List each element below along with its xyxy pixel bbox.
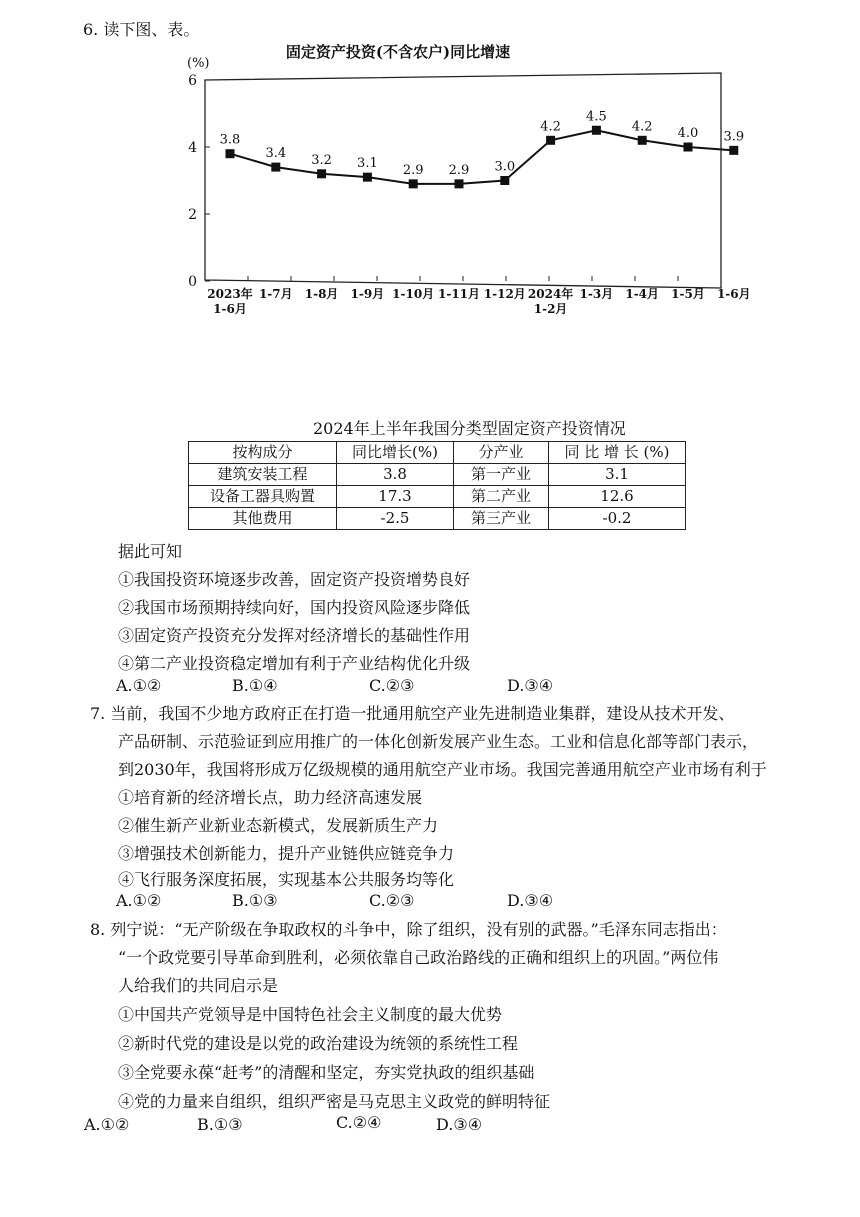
header-cell: 按构成分 (189, 442, 337, 464)
data-point (317, 169, 326, 178)
table-cell: 第三产业 (454, 508, 549, 530)
table-cell: 其他费用 (189, 508, 337, 530)
x-tick-label: 1-2月 (533, 302, 568, 316)
q8-option-c[interactable]: C.②④ (336, 1113, 382, 1132)
data-label: 4.2 (631, 119, 653, 135)
data-label: 4.0 (677, 126, 699, 141)
data-label: 3.0 (494, 159, 516, 175)
data-point (684, 143, 693, 152)
header-cell: 同比增长(%) (337, 442, 454, 464)
x-tick-label: 2024年 (527, 287, 574, 301)
x-tick-label: 1-6月 (716, 287, 751, 301)
data-point (409, 179, 418, 188)
table-row (189, 464, 686, 486)
data-label: 3.2 (311, 152, 332, 168)
table-cell: 17.3 (337, 486, 454, 508)
series-markers (226, 126, 739, 189)
data-label: 3.1 (357, 156, 378, 172)
q7-item: ②催生新产业新业态新模式，发展新质生产力 (118, 816, 439, 835)
x-tick-label: 1-8月 (304, 287, 339, 301)
y-axis-unit: (%) (187, 56, 210, 71)
series-line (230, 130, 734, 184)
y-tick-labels (188, 73, 197, 290)
table-row (189, 486, 686, 508)
data-point (592, 126, 601, 135)
q7-stem-line: 产品研制、示范验证到应用推广的一体化创新发展产业生态。工业和信息化部等部门表示， (118, 732, 759, 751)
q7-item: ④飞行服务深度拓展，实现基本公共服务均等化 (118, 870, 455, 889)
data-point (226, 149, 235, 158)
table-row (189, 508, 686, 530)
x-tick-label: 1-4月 (625, 287, 660, 301)
q6-option-b[interactable]: B.①④ (232, 676, 278, 695)
header-cell: 分产业 (454, 442, 549, 464)
q6-lead: 据此可知 (118, 542, 183, 561)
q6-option-c[interactable]: C.②③ (369, 676, 415, 695)
table-cell: -0.2 (549, 508, 686, 530)
y-tick-label: 2 (188, 207, 197, 223)
q8-stem-line: 8. 列宁说：“无产阶级在争取政权的斗争中，除了组织，没有别的武器。”毛泽东同志指出： (90, 920, 727, 939)
q8-option-a[interactable]: A.①② (84, 1115, 130, 1134)
q6-intro: 6. 读下图、表。 (83, 20, 200, 39)
investment-table (188, 441, 686, 530)
q6-option-a[interactable]: A.①② (116, 676, 162, 695)
data-point (729, 146, 738, 155)
data-point (455, 179, 464, 188)
table-title: 2024年上半年我国分类型固定资产投资情况 (313, 419, 626, 438)
y-tick-label: 0 (188, 274, 197, 290)
x-tick-label: 1-6月 (213, 302, 247, 316)
data-label: 4.2 (540, 119, 561, 135)
axis-ticks (205, 80, 678, 281)
q7-item: ①培育新的经济增长点，助力经济高速发展 (118, 788, 423, 807)
table-cell: 12.6 (549, 486, 686, 508)
data-point (271, 163, 280, 172)
x-tick-label: 1-9月 (350, 287, 385, 301)
q8-option-b[interactable]: B.①③ (197, 1115, 243, 1134)
data-label: 3.9 (723, 129, 745, 145)
data-label: 3.4 (265, 146, 287, 162)
q7-stem-line: 7. 当前，我国不少地方政府正在打造一批通用航空产业先进制造业集群，建设从技术开发、 (90, 704, 735, 723)
q8-stem-line: 人给我们的共同启示是 (118, 976, 279, 995)
q8-item: ③全党要永葆“赶考”的清醒和坚定，夯实党执政的组织基础 (118, 1063, 535, 1082)
x-tick-label: 1-5月 (671, 287, 705, 301)
chart-title: 固定资产投资(不含农户)同比增速 (285, 43, 511, 61)
data-label: 2.9 (402, 162, 424, 178)
table-cell: 设备工器具购置 (189, 486, 337, 508)
table-cell: 第二产业 (454, 486, 549, 508)
header-cell: 同 比 增 长 (%) (549, 442, 686, 464)
table-cell: 第一产业 (454, 464, 549, 486)
x-tick-label: 1-12月 (483, 287, 526, 301)
x-tick-label: 2023年 (207, 287, 253, 301)
q8-item: ①中国共产党领导是中国特色社会主义制度的最大优势 (118, 1005, 503, 1024)
x-tick-label: 1-11月 (437, 287, 481, 301)
q6-item: ①我国投资环境逐步改善，固定资产投资增势良好 (118, 570, 471, 589)
table-header-row (189, 442, 686, 464)
data-point (546, 136, 555, 145)
q6-option-d[interactable]: D.③④ (507, 676, 554, 695)
q8-stem-line: “一个政党要引导革命到胜利，必须依靠自己政治路线的正确和组织上的巩固。”两位伟 (118, 948, 719, 967)
data-point (500, 176, 509, 185)
data-point (363, 173, 372, 182)
y-tick-label: 6 (188, 73, 197, 89)
table-cell: 3.1 (549, 464, 686, 486)
investment-growth-chart (183, 40, 751, 322)
x-tick-label: 1-3月 (579, 287, 614, 301)
q7-option-b[interactable]: B.①③ (232, 891, 278, 910)
data-label: 4.5 (586, 109, 607, 125)
q8-option-d[interactable]: D.③④ (436, 1115, 483, 1134)
table-cell: 3.8 (337, 464, 454, 486)
q8-item: ②新时代党的建设是以党的政治建设为统领的系统性工程 (118, 1034, 519, 1053)
q7-item: ③增强技术创新能力，提升产业链供应链竞争力 (118, 844, 455, 863)
x-tick-labels (207, 286, 750, 316)
q7-option-d[interactable]: D.③④ (507, 891, 554, 910)
q8-item: ④党的力量来自组织，组织严密是马克思主义政党的鲜明特征 (118, 1092, 551, 1111)
q6-item: ②我国市场预期持续向好，国内投资风险逐步降低 (118, 598, 471, 617)
table-cell: 建筑安装工程 (189, 464, 337, 486)
q6-item: ④第二产业投资稳定增加有利于产业结构优化升级 (118, 654, 471, 673)
data-point (638, 136, 647, 145)
q7-option-c[interactable]: C.②③ (369, 891, 415, 910)
x-tick-label: 1-7月 (258, 287, 293, 301)
q7-stem-line: 到2030年，我国将形成万亿级规模的通用航空产业市场。我国完善通用航空产业市场有利于 (118, 760, 767, 779)
table-cell: -2.5 (337, 508, 454, 530)
q7-option-a[interactable]: A.①② (116, 891, 162, 910)
x-tick-label: 1-10月 (392, 287, 435, 301)
data-label: 2.9 (448, 162, 470, 178)
data-label: 3.8 (219, 132, 241, 148)
q6-item: ③固定资产投资充分发挥对经济增长的基础性作用 (118, 626, 471, 645)
y-tick-label: 4 (188, 140, 197, 156)
